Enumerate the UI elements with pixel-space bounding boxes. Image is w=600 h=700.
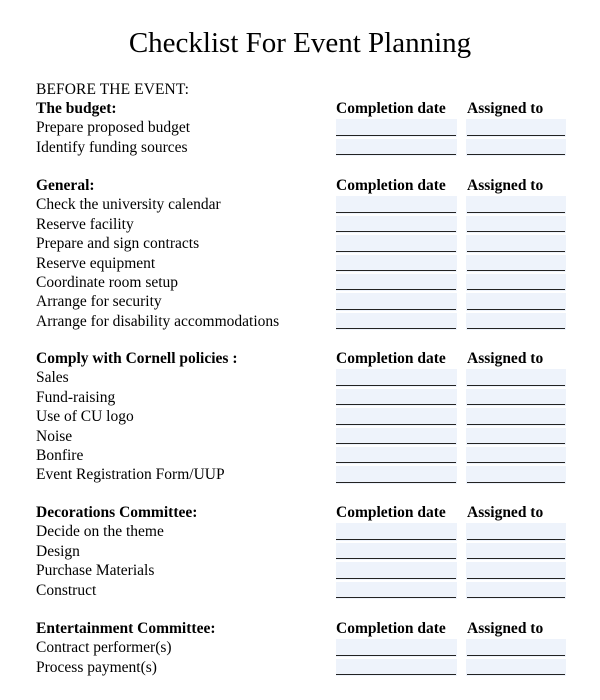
checklist-section — [0, 503, 600, 600]
task-label: Sales — [36, 369, 69, 387]
assigned-to-header: Assigned to — [467, 620, 544, 637]
checklist-item — [0, 407, 600, 426]
task-label: Bonfire — [36, 446, 84, 464]
task-label: Check the university calendar — [36, 196, 221, 214]
checklist-section — [0, 99, 600, 157]
assigned-to-line — [467, 270, 565, 271]
task-label: Purchase Materials — [36, 562, 155, 580]
checklist-item — [0, 215, 600, 234]
completion-date-line — [336, 231, 456, 232]
task-label: Process payment(s) — [36, 658, 157, 676]
section-heading: Entertainment Committee: — [36, 620, 216, 637]
assigned-to-line — [467, 558, 565, 559]
completion-date-line — [336, 251, 456, 252]
assigned-to-line — [467, 674, 565, 675]
task-label: Coordinate room setup — [36, 273, 179, 291]
completion-date-line — [336, 309, 456, 310]
task-label: Identify funding sources — [36, 138, 188, 156]
completion-date-line — [336, 578, 456, 579]
before-event-label: BEFORE THE EVENT: — [36, 81, 190, 98]
task-label: Noise — [36, 427, 73, 445]
assigned-to-line — [467, 212, 565, 213]
section-header-row — [0, 619, 600, 638]
assigned-to-line — [467, 578, 565, 579]
completion-date-line — [336, 674, 456, 675]
completion-date-header: Completion date — [336, 504, 446, 521]
section-heading: Comply with Cornell policies : — [36, 350, 238, 367]
completion-date-line — [336, 135, 456, 136]
assigned-to-line — [467, 539, 565, 540]
checklist-item — [0, 388, 600, 407]
completion-date-line — [336, 289, 456, 290]
completion-date-header: Completion date — [336, 620, 446, 637]
task-label: Arrange for disability accommodations — [36, 312, 280, 330]
completion-date-line — [336, 385, 456, 386]
page-title: Checklist For Event Planning — [128, 27, 472, 59]
checklist-item — [0, 234, 600, 253]
assigned-to-line — [467, 328, 565, 329]
completion-date-line — [336, 597, 456, 598]
task-label: Fund-raising — [36, 388, 116, 406]
assigned-to-line — [467, 309, 565, 310]
completion-date-line — [336, 558, 456, 559]
assigned-to-line — [467, 154, 565, 155]
completion-date-header: Completion date — [336, 177, 446, 194]
checklist-item — [0, 542, 600, 561]
checklist-item — [0, 658, 600, 677]
assigned-to-line — [467, 597, 565, 598]
assigned-to-line — [467, 251, 565, 252]
task-label: Contract performer(s) — [36, 639, 172, 657]
assigned-to-header: Assigned to — [467, 504, 544, 521]
checklist-item — [0, 522, 600, 541]
checklist-item — [0, 446, 600, 465]
completion-date-line — [336, 404, 456, 405]
section-header-row — [0, 99, 600, 118]
task-label: Use of CU logo — [36, 408, 134, 426]
checklist-item — [0, 195, 600, 214]
completion-date-header: Completion date — [336, 350, 446, 367]
task-label: Arrange for security — [36, 293, 162, 311]
completion-date-line — [336, 212, 456, 213]
section-heading: Decorations Committee: — [36, 504, 198, 521]
task-label: Prepare proposed budget — [36, 119, 191, 137]
checklist-item — [0, 312, 600, 331]
completion-date-line — [336, 462, 456, 463]
task-label: Event Registration Form/UUP — [36, 466, 225, 484]
assigned-to-line — [467, 424, 565, 425]
section-header-row — [0, 503, 600, 522]
section-header-row — [0, 349, 600, 368]
assigned-to-line — [467, 231, 565, 232]
assigned-to-line — [467, 443, 565, 444]
task-label: Construct — [36, 581, 97, 599]
checklist-item — [0, 138, 600, 157]
section-heading: General: — [36, 177, 95, 194]
assigned-to-header: Assigned to — [467, 100, 544, 117]
checklist-item — [0, 273, 600, 292]
task-label: Design — [36, 542, 80, 560]
checklist-item — [0, 427, 600, 446]
completion-date-header: Completion date — [336, 100, 446, 117]
checklist-item — [0, 561, 600, 580]
checklist-section — [0, 176, 600, 331]
assigned-to-line — [467, 462, 565, 463]
section-header-row — [0, 176, 600, 195]
completion-date-line — [336, 539, 456, 540]
assigned-to-line — [467, 655, 565, 656]
checklist-item — [0, 118, 600, 137]
task-label: Reserve equipment — [36, 254, 156, 272]
checklist-item — [0, 292, 600, 311]
completion-date-line — [336, 154, 456, 155]
task-label: Prepare and sign contracts — [36, 235, 200, 253]
checklist-item — [0, 581, 600, 600]
section-heading: The budget: — [36, 100, 117, 117]
checklist-section — [0, 619, 600, 677]
completion-date-line — [336, 424, 456, 425]
assigned-to-line — [467, 482, 565, 483]
checklist-section — [0, 349, 600, 485]
assigned-to-line — [467, 385, 565, 386]
checklist-item — [0, 368, 600, 387]
completion-date-line — [336, 443, 456, 444]
completion-date-line — [336, 328, 456, 329]
task-label: Decide on the theme — [36, 523, 164, 541]
checklist-item — [0, 254, 600, 273]
assigned-to-line — [467, 135, 565, 136]
checklist-item — [0, 465, 600, 484]
completion-date-line — [336, 482, 456, 483]
assigned-to-line — [467, 289, 565, 290]
assigned-to-line — [467, 404, 565, 405]
assigned-to-header: Assigned to — [467, 350, 544, 367]
checklist-item — [0, 638, 600, 657]
assigned-to-header: Assigned to — [467, 177, 544, 194]
completion-date-line — [336, 655, 456, 656]
completion-date-line — [336, 270, 456, 271]
task-label: Reserve facility — [36, 215, 134, 233]
